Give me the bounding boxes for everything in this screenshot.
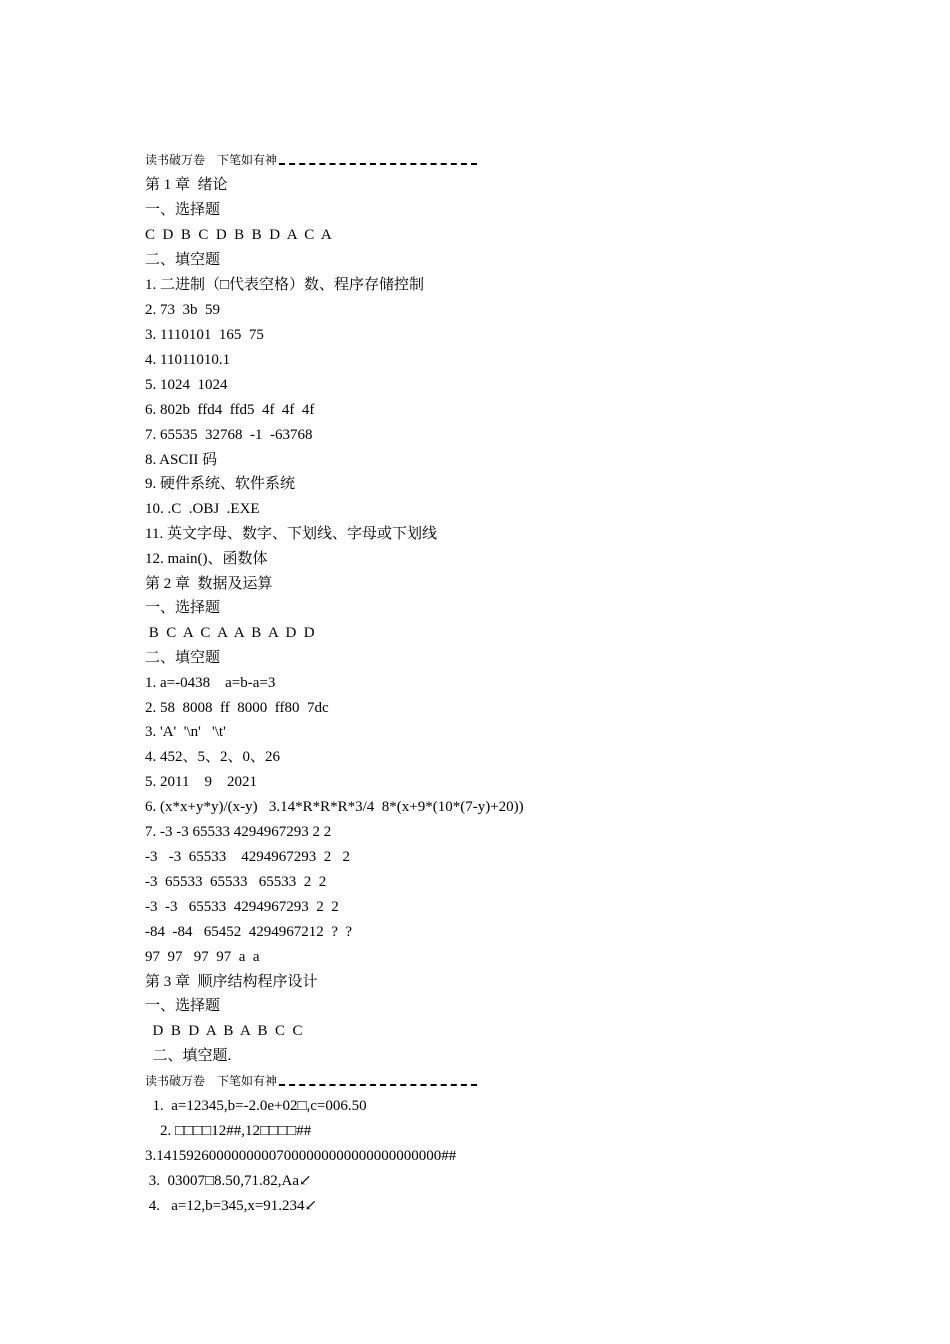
ch3-section-fill: 二、填空题.: [145, 1048, 232, 1064]
page-header: [145, 152, 477, 168]
ch2-fill-line: -3 -3 65533 4294967293 2 2: [145, 899, 339, 915]
ch2-fill-line: -3 65533 65533 65533 2 2: [145, 874, 327, 890]
ch2-fill-line: 97 97 97 97 a a: [145, 949, 260, 965]
ch1-fill-line: 3. 1110101 165 75: [145, 327, 264, 343]
chapter-3-title: 第 3 章 顺序结构程序设计: [145, 974, 318, 990]
chapter-1-title: 第 1 章 绪论: [145, 177, 228, 193]
header-text: 读书破万卷 下笔如有神: [145, 153, 278, 167]
ch1-fill-line: 6. 802b ffd4 ffd5 4f 4f 4f: [145, 402, 315, 418]
ch2-fill-line: -84 -84 65452 4294967212 ? ?: [145, 924, 353, 940]
chapter-2-title: 第 2 章 数据及运算: [145, 576, 273, 592]
ch1-fill-line: 7. 65535 32768 -1 -63768: [145, 427, 313, 443]
ch3-fill-line: 2. □□□□12##,12□□□□##: [145, 1123, 312, 1139]
ch1-fill-line: 5. 1024 1024: [145, 377, 228, 393]
ch1-section-choice: 一、选择题: [145, 202, 221, 218]
ch2-fill-line: 2. 58 8008 ff 8000 ff80 7dc: [145, 700, 329, 716]
ch2-section-fill: 二、填空题: [145, 650, 221, 666]
ch2-fill-line: 7. -3 -3 65533 4294967293 2 2: [145, 824, 332, 840]
ch1-fill-line: 12. main()、函数体: [145, 551, 268, 567]
header-dashed-rule: [279, 1084, 477, 1086]
page-header: [145, 1073, 477, 1089]
ch2-fill-line: 5. 2011 9 2021: [145, 774, 257, 790]
ch3-fill-line: 3. 03007□8.50,71.82,Aa↙: [145, 1173, 312, 1189]
ch1-section-fill: 二、填空题: [145, 252, 221, 268]
ch2-fill-line: -3 -3 65533 4294967293 2 2: [145, 849, 350, 865]
ch2-fill-line: 1. a=-0438 a=b-a=3: [145, 675, 276, 691]
header-dashed-rule: [279, 163, 477, 165]
ch2-choice-answers: B C A C A A B A D D: [145, 625, 315, 641]
ch3-fill-line: 1. a=12345,b=-2.0e+02□,c=006.50: [145, 1098, 367, 1114]
ch3-fill-line: 3.14159260000000007000000000000000000000##: [145, 1148, 457, 1164]
ch1-fill-line: 10. .C .OBJ .EXE: [145, 501, 260, 517]
ch2-fill-line: 3. 'A' '\n' '\t': [145, 724, 226, 740]
header-text: 读书破万卷 下笔如有神: [145, 1074, 278, 1088]
ch1-fill-line: 8. ASCII 码: [145, 452, 218, 468]
ch3-choice-answers: D B D A B A B C C: [145, 1023, 303, 1039]
ch3-section-choice: 一、选择题: [145, 998, 221, 1014]
ch2-fill-line: 6. (x*x+y*y)/(x-y) 3.14*R*R*R*3/4 8*(x+9*(10*(7-y)+20)): [145, 799, 524, 815]
ch3-fill-line: 4. a=12,b=345,x=91.234↙: [145, 1198, 318, 1214]
ch1-fill-line: 11. 英文字母、数字、下划线、字母或下划线: [145, 526, 437, 542]
ch1-fill-line: 2. 73 3b 59: [145, 302, 220, 318]
ch1-fill-line: 9. 硬件系统、软件系统: [145, 476, 296, 492]
ch1-fill-line: 1. 二进制（□代表空格）数、程序存储控制: [145, 277, 425, 293]
ch2-section-choice: 一、选择题: [145, 600, 221, 616]
ch1-choice-answers: C D B C D B B D A C A: [145, 227, 332, 243]
ch2-fill-line: 4. 452、5、2、0、26: [145, 749, 281, 765]
ch1-fill-line: 4. 11011010.1: [145, 352, 231, 368]
